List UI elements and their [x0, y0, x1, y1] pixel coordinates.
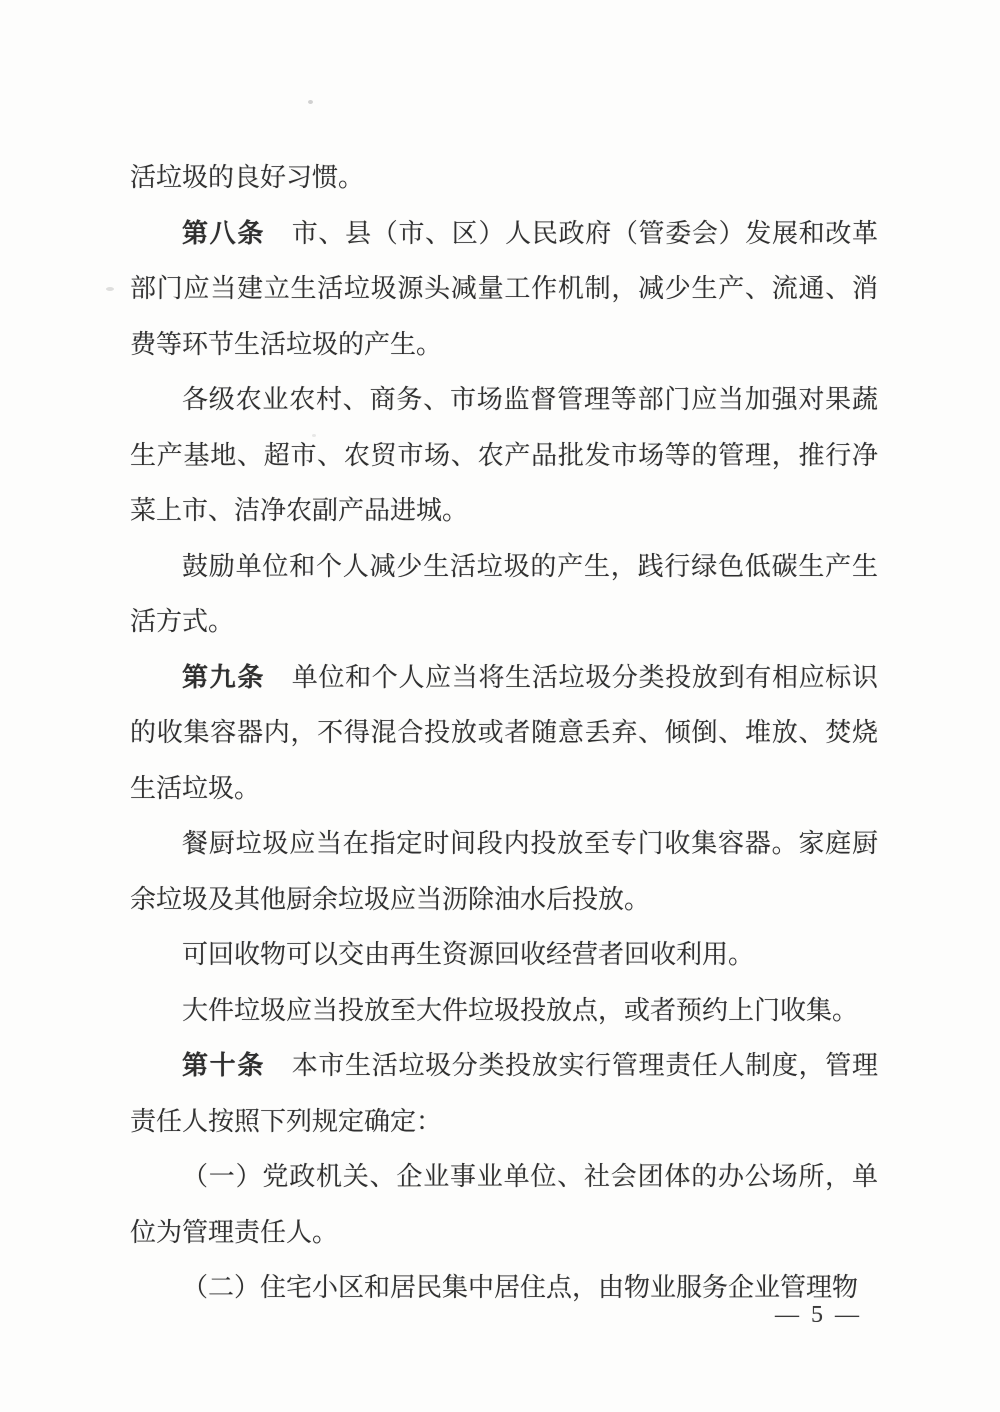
paragraph [130, 816, 878, 927]
scan-speck [106, 287, 114, 291]
paragraph-text: 可回收物可以交由再生资源回收经营者回收利用。 [182, 940, 755, 969]
paragraph-text: 餐厨垃圾应当在指定时间段内投放至专门收集容器。家庭厨余垃圾及其他厨余垃圾应当沥除油水后投放。 [130, 829, 878, 914]
scan-speck [562, 1061, 596, 1065]
paragraph-text: 本市生活垃圾分类投放实行管理责任人制度，管理责任人按照下列规定确定： [130, 1051, 878, 1136]
paragraph-text: （二）住宅小区和居民集中居住点，由物业服务企业管理物 [182, 1273, 859, 1302]
paragraph-text: 活垃圾的良好习惯。 [130, 163, 365, 192]
paragraph-text: 各级农业农村、商务、市场监督管理等部门应当加强对果蔬生产基地、超市、农贸市场、农产品批发市场等的管理，推行净菜上市、洁净农副产品进城。 [130, 385, 878, 525]
article-number: 第十条 [182, 1050, 266, 1080]
document-body [130, 150, 878, 1316]
paragraph [130, 206, 878, 373]
paragraph [130, 650, 878, 817]
article-number: 第八条 [182, 217, 266, 248]
scan-speck [312, 434, 316, 437]
paragraph [130, 539, 878, 650]
scan-speck [308, 100, 313, 104]
paragraph [130, 150, 878, 206]
paragraph [130, 927, 878, 983]
paragraph [130, 372, 878, 539]
paragraph-text: （一）党政机关、企业事业单位、社会团体的办公场所，单位为管理责任人。 [130, 1162, 878, 1247]
paragraph-text: 大件垃圾应当投放至大件垃圾投放点，或者预约上门收集。 [182, 995, 859, 1025]
page-number: — 5 — [775, 1302, 862, 1328]
paragraph [130, 983, 878, 1039]
paragraph-text: 市、县（市、区）人民政府（管委会）发展和改革部门应当建立生活垃圾源头减量工作机制，减少生产、流通、消费等环节生活垃圾的产生。 [130, 218, 878, 359]
article-number: 第九条 [182, 661, 266, 692]
paragraph-text: 单位和个人应当将生活垃圾分类投放到有相应标识的收集容器内，不得混合投放或者随意丢弃、倾倒、堆放、焚烧生活垃圾。 [130, 662, 878, 803]
paragraph [130, 1260, 878, 1316]
paragraph [130, 1149, 878, 1260]
paragraph-text: 鼓励单位和个人减少生活垃圾的产生，践行绿色低碳生产生活方式。 [130, 551, 878, 636]
paragraph [130, 1038, 878, 1149]
